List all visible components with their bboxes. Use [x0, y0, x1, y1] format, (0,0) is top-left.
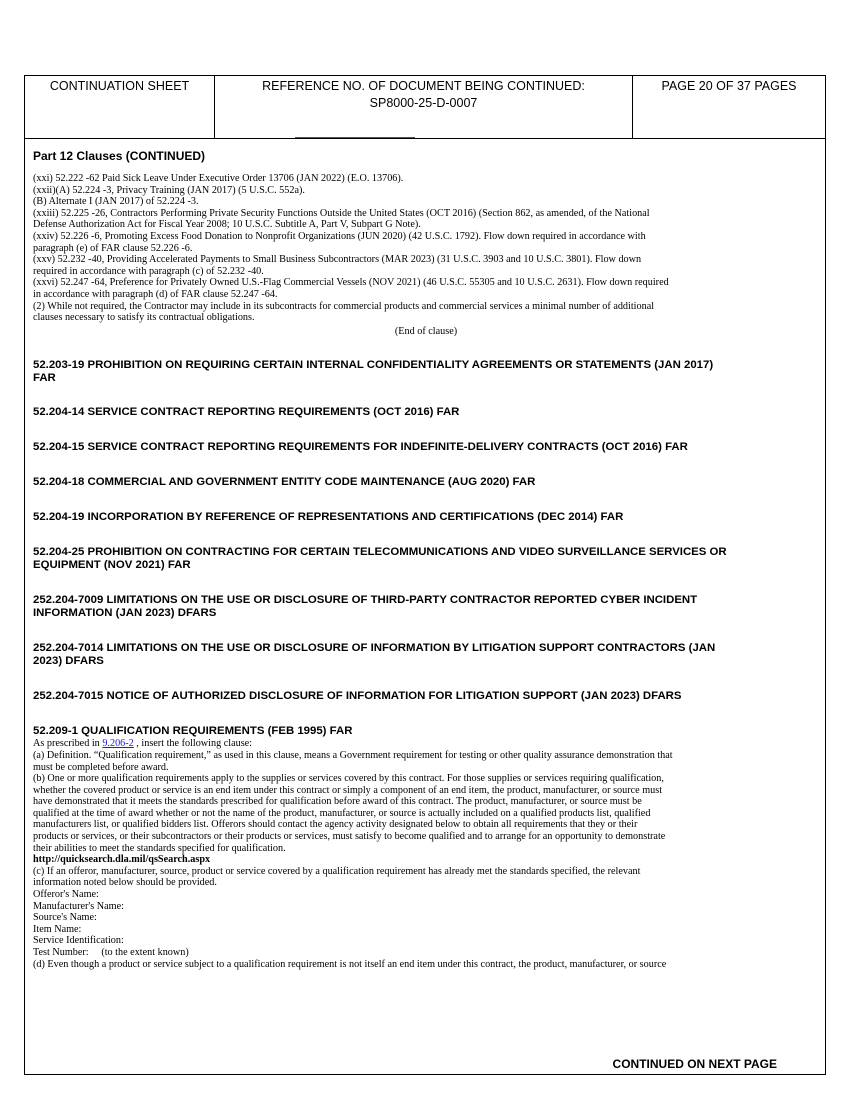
- clause-heading: [33, 359, 819, 385]
- list-item: (2) While not required, the Contractor may include in its subcontracts for commercial products and commercial services a minimal number of additional: [33, 300, 655, 312]
- clause-heading: [33, 406, 819, 419]
- clause-line: products or services, or their subcontractors or their products or services, must satisfy to become qualified and to arrange for an opportunity to demonstrate: [33, 831, 666, 843]
- part-title: Part 12 Clauses (CONTINUED): [33, 149, 206, 163]
- clause-line: (c) If an offeror, manufacturer, source, product or service covered by a qualification requirement has already met the standards specified, the relevant: [33, 865, 641, 877]
- prescribed-line: [33, 738, 819, 750]
- qualification-url[interactable]: http://quicksearch.dla.mil/qsSearch.aspx: [33, 854, 211, 866]
- clause-title: 252.204-7009 LIMITATIONS ON THE USE OR DISCLOSURE OF THIRD-PARTY CONTRACTOR REPORTED CYBER INCIDENT: [33, 594, 698, 607]
- clause-line: information noted below should be provided.: [33, 877, 217, 889]
- form-field-label: Service Identification:: [33, 935, 124, 947]
- clause-line: qualified at the time of award whether or not the name of the product, manufacturer, or source is actually included on a qualified products list, qualified: [33, 807, 651, 819]
- clause-heading: [33, 546, 819, 572]
- clause-title-cont: EQUIPMENT (NOV 2021) FAR: [33, 559, 191, 572]
- list-item: (xxiv) 52.226 -6, Promoting Excess Food Donation to Nonprofit Organizations (JUN 2020) (42 U.S.C. 1792). Flow down required in accordance with: [33, 230, 646, 242]
- header-continuation-cell: [25, 76, 215, 138]
- clause-title: 252.204-7015 NOTICE OF AUTHORIZED DISCLOSURE OF INFORMATION FOR LITIGATION SUPPORT (JAN 2023) DFARS: [33, 690, 682, 703]
- list-item: (xxi) 52.222 -62 Paid Sick Leave Under Executive Order 13706 (JAN 2022) (E.O. 13706).: [33, 173, 404, 184]
- list-item: clauses necessary to satisfy its contractual obligations.: [33, 312, 255, 324]
- clause-title-cont: FAR: [33, 372, 56, 385]
- header-reference-label: REFERENCE NO. OF DOCUMENT BEING CONTINUED:: [262, 79, 585, 93]
- clause-heading: [33, 594, 819, 620]
- list-item: (xxii)(A) 52.224 -3, Privacy Training (JAN 2017) (5 U.S.C. 552a).: [33, 184, 305, 196]
- prescribed-link[interactable]: 9.206-2: [102, 738, 134, 750]
- end-of-clause: (End of clause): [394, 325, 458, 337]
- clause-line: (a) Definition. “Qualification requirement,” as used in this clause, means a Government requirement for testing or other quality assurance demonstration that: [33, 749, 673, 761]
- continuation-sheet: [24, 75, 826, 1075]
- clause-title-cont: INFORMATION (JAN 2023) DFARS: [33, 607, 217, 620]
- header-table: [25, 76, 825, 139]
- list-item: in accordance with paragraph (d) of FAR clause 52.247 -64.: [33, 288, 278, 300]
- list-item: (B) Alternate I (JAN 2017) of 52.224 -3.: [33, 196, 199, 208]
- list-item: required in accordance with paragraph (c) of 52.232 -40.: [33, 265, 264, 277]
- clause-line: have demonstrated that it meets the standards prescribed for qualification before award of this contract. The product, manufacturer, or source must be: [33, 796, 642, 808]
- clause-title: 52.203-19 PROHIBITION ON REQUIRING CERTAIN INTERNAL CONFIDENTIALITY AGREEMENTS OR STATEMENTS (JAN 2017): [33, 359, 714, 372]
- clause-title: 52.204-14 SERVICE CONTRACT REPORTING REQUIREMENTS (OCT 2016) FAR: [33, 406, 460, 419]
- clause-line: must be completed before award.: [33, 761, 169, 773]
- form-field-label: Item Name:: [33, 923, 82, 935]
- clause-line: (d) Even though a product or service subject to a qualification requirement is not itself an end item under this contract, the product, manufacturer, or source: [33, 958, 667, 970]
- form-field-label: Source's Name:: [33, 912, 97, 924]
- form-field-label: Test Number: (to the extent known): [33, 947, 189, 958]
- clause-line: whether the covered product or service is an end item under this contract or simply a component of an end item, the product, manufacturer, or source must: [33, 784, 663, 796]
- clause-title: 52.204-15 SERVICE CONTRACT REPORTING REQUIREMENTS FOR INDEFINITE-DELIVERY CONTRACTS (OCT 2016) FAR: [33, 441, 688, 454]
- prescribed-prefix: As prescribed in: [33, 738, 103, 750]
- clause-line: (b) One or more qualification requirements apply to the supplies or services covered by this contract. For those supplies or services requiring qualification,: [33, 773, 664, 785]
- clause-heading: [33, 642, 819, 668]
- header-underline: [295, 137, 415, 138]
- clause-title: 252.204-7014 LIMITATIONS ON THE USE OR DISCLOSURE OF INFORMATION BY LITIGATION SUPPORT CONTRACTORS (JAN: [33, 642, 716, 655]
- header-reference-number: SP8000-25-D-0007: [369, 96, 478, 110]
- clause-line: manufacturers list, or qualified bidders list. Offerors should contact the agency activity designated below to obtain all requirements that they or their: [33, 819, 638, 831]
- clause-title-cont: 2023) DFARS: [33, 655, 104, 668]
- page-content: [33, 139, 819, 970]
- clause-title: 52.204-18 COMMERCIAL AND GOVERNMENT ENTITY CODE MAINTENANCE (AUG 2020) FAR: [33, 476, 536, 489]
- form-field-label: Offeror's Name:: [33, 889, 99, 901]
- qualification-clause-title: 52.209-1 QUALIFICATION REQUIREMENTS (FEB 1995) FAR: [33, 725, 353, 738]
- list-item: paragraph (e) of FAR clause 52.226 -6.: [33, 242, 193, 254]
- header-continuation-label: CONTINUATION SHEET: [49, 79, 190, 93]
- qualification-clause-body: [33, 738, 819, 970]
- list-item: (xxiii) 52.225 -26, Contractors Performing Private Security Functions Outside the United States (OCT 2016) (Section 862, as amended, of the National: [33, 207, 650, 219]
- clause-title: 52.204-25 PROHIBITION ON CONTRACTING FOR CERTAIN TELECOMMUNICATIONS AND VIDEO SURVEILLANCE SERVICES OR: [33, 546, 727, 559]
- list-item: (xxvi) 52.247 -64, Preference for Privately Owned U.S.-Flag Commercial Vessels (NOV 2021) (46 U.S.C. 55305 and 10 U.S.C. 2631). Flow down required: [33, 277, 669, 289]
- clause-list: [33, 173, 819, 337]
- clause-heading: [33, 441, 819, 454]
- list-item: (xxv) 52.232 -40, Providing Accelerated Payments to Small Business Subcontractors (MAR 2023) (31 U.S.C. 3903 and 10 U.S.C. 3801). Flow down: [33, 254, 642, 266]
- continued-footer: CONTINUED ON NEXT PAGE: [612, 1057, 777, 1071]
- header-page-cell: [633, 76, 825, 138]
- header-reference-cell: [215, 76, 633, 138]
- clause-heading: [33, 690, 819, 703]
- form-field-label: Manufacturer's Name:: [33, 900, 124, 912]
- clause-title: 52.204-19 INCORPORATION BY REFERENCE OF REPRESENTATIONS AND CERTIFICATIONS (DEC 2014) FAR: [33, 511, 624, 524]
- list-item: Defense Authorization Act for Fiscal Year 2008; 10 U.S.C. Subtitle A, Part V, Subpart G Note).: [33, 219, 421, 231]
- clause-heading: [33, 511, 819, 524]
- clause-line: their abilities to meet the standards specified for qualification.: [33, 842, 286, 854]
- clause-heading: [33, 476, 819, 489]
- header-page-count: PAGE 20 OF 37 PAGES: [661, 79, 797, 93]
- prescribed-suffix: , insert the following clause:: [133, 738, 253, 750]
